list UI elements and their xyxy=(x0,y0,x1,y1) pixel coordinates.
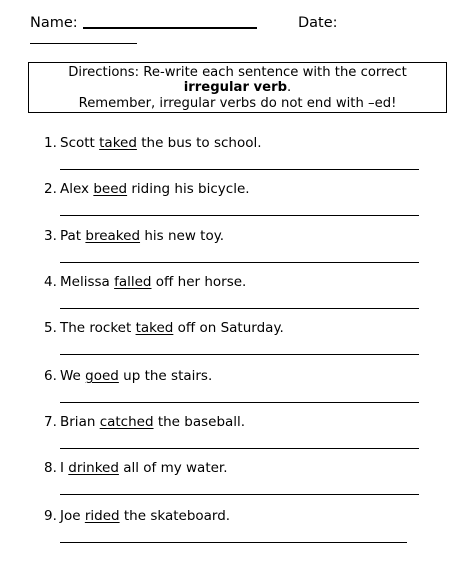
sentence-start: Joe xyxy=(60,508,85,524)
answer-line[interactable] xyxy=(60,542,407,543)
incorrect-verb: rided xyxy=(84,508,120,524)
question-number: 9. xyxy=(44,508,57,524)
sentence-start: Scott xyxy=(60,135,100,151)
directions-box xyxy=(28,62,447,113)
question-sentence xyxy=(60,459,228,477)
answer-line[interactable] xyxy=(60,308,419,309)
question-sentence xyxy=(60,367,212,385)
date-field xyxy=(298,14,338,32)
incorrect-verb: goed xyxy=(85,368,119,384)
name-field xyxy=(30,14,257,32)
question-8 xyxy=(0,459,474,505)
incorrect-verb: drinked xyxy=(68,460,119,476)
answer-line[interactable] xyxy=(60,262,419,263)
incorrect-verb: breaked xyxy=(85,228,141,244)
sentence-end: off on Saturday. xyxy=(173,320,284,336)
sentence-start: Pat xyxy=(60,228,86,244)
sentence-end: the skateboard. xyxy=(119,508,231,524)
question-6 xyxy=(0,367,474,413)
question-3 xyxy=(0,227,474,273)
question-5 xyxy=(0,319,474,365)
question-sentence xyxy=(60,413,245,431)
date-blank-line[interactable] xyxy=(30,43,137,44)
answer-line[interactable] xyxy=(60,448,419,449)
question-number: 2. xyxy=(44,181,57,197)
sentence-start: Melissa xyxy=(60,274,115,290)
question-number: 1. xyxy=(44,135,57,151)
answer-line[interactable] xyxy=(60,215,419,216)
question-2 xyxy=(0,180,474,226)
incorrect-verb: beed xyxy=(93,181,128,197)
answer-line[interactable] xyxy=(60,169,419,170)
sentence-start: Alex xyxy=(60,181,94,197)
sentence-start: The rocket xyxy=(60,320,136,336)
answer-line[interactable] xyxy=(60,402,419,403)
sentence-end: his new toy. xyxy=(140,228,225,244)
answer-line[interactable] xyxy=(60,494,419,495)
question-1 xyxy=(0,134,474,180)
sentence-start: I xyxy=(60,460,69,476)
sentence-start: Brian xyxy=(60,414,100,430)
question-number: 7. xyxy=(44,414,57,430)
question-9 xyxy=(0,507,474,553)
question-number: 3. xyxy=(44,228,57,244)
directions-line-2 xyxy=(29,80,446,95)
directions-line-1: Directions: Re-write each sentence with the correct xyxy=(68,65,407,80)
question-sentence xyxy=(60,134,262,152)
name-blank-line[interactable] xyxy=(83,27,257,29)
name-label: Name: xyxy=(30,15,78,31)
sentence-start: We xyxy=(60,368,86,384)
sentence-end: the baseball. xyxy=(153,414,246,430)
sentence-end: riding his bicycle. xyxy=(127,181,250,197)
date-label: Date: xyxy=(298,15,338,31)
sentence-end: all of my water. xyxy=(118,460,228,476)
question-number: 8. xyxy=(44,460,57,476)
question-sentence xyxy=(60,227,224,245)
question-sentence xyxy=(60,180,250,198)
directions-line-3: Remember, irregular verbs do not end with –ed! xyxy=(78,95,397,111)
question-number: 4. xyxy=(44,274,57,290)
question-sentence xyxy=(60,319,284,337)
sentence-end: the bus to school. xyxy=(136,135,262,151)
question-number: 5. xyxy=(44,320,57,336)
sentence-end: up the stairs. xyxy=(118,368,213,384)
question-number: 6. xyxy=(44,368,57,384)
question-4 xyxy=(0,273,474,319)
answer-line[interactable] xyxy=(60,354,419,355)
incorrect-verb: taked xyxy=(99,135,137,151)
directions-emphasis: irregular verb xyxy=(183,80,288,96)
directions-period: . xyxy=(287,80,292,96)
incorrect-verb: catched xyxy=(99,414,154,430)
sentence-end: off her horse. xyxy=(151,274,247,290)
question-sentence xyxy=(60,273,246,291)
question-sentence xyxy=(60,507,230,525)
question-7 xyxy=(0,413,474,459)
incorrect-verb: taked xyxy=(135,320,174,336)
incorrect-verb: falled xyxy=(114,274,152,290)
